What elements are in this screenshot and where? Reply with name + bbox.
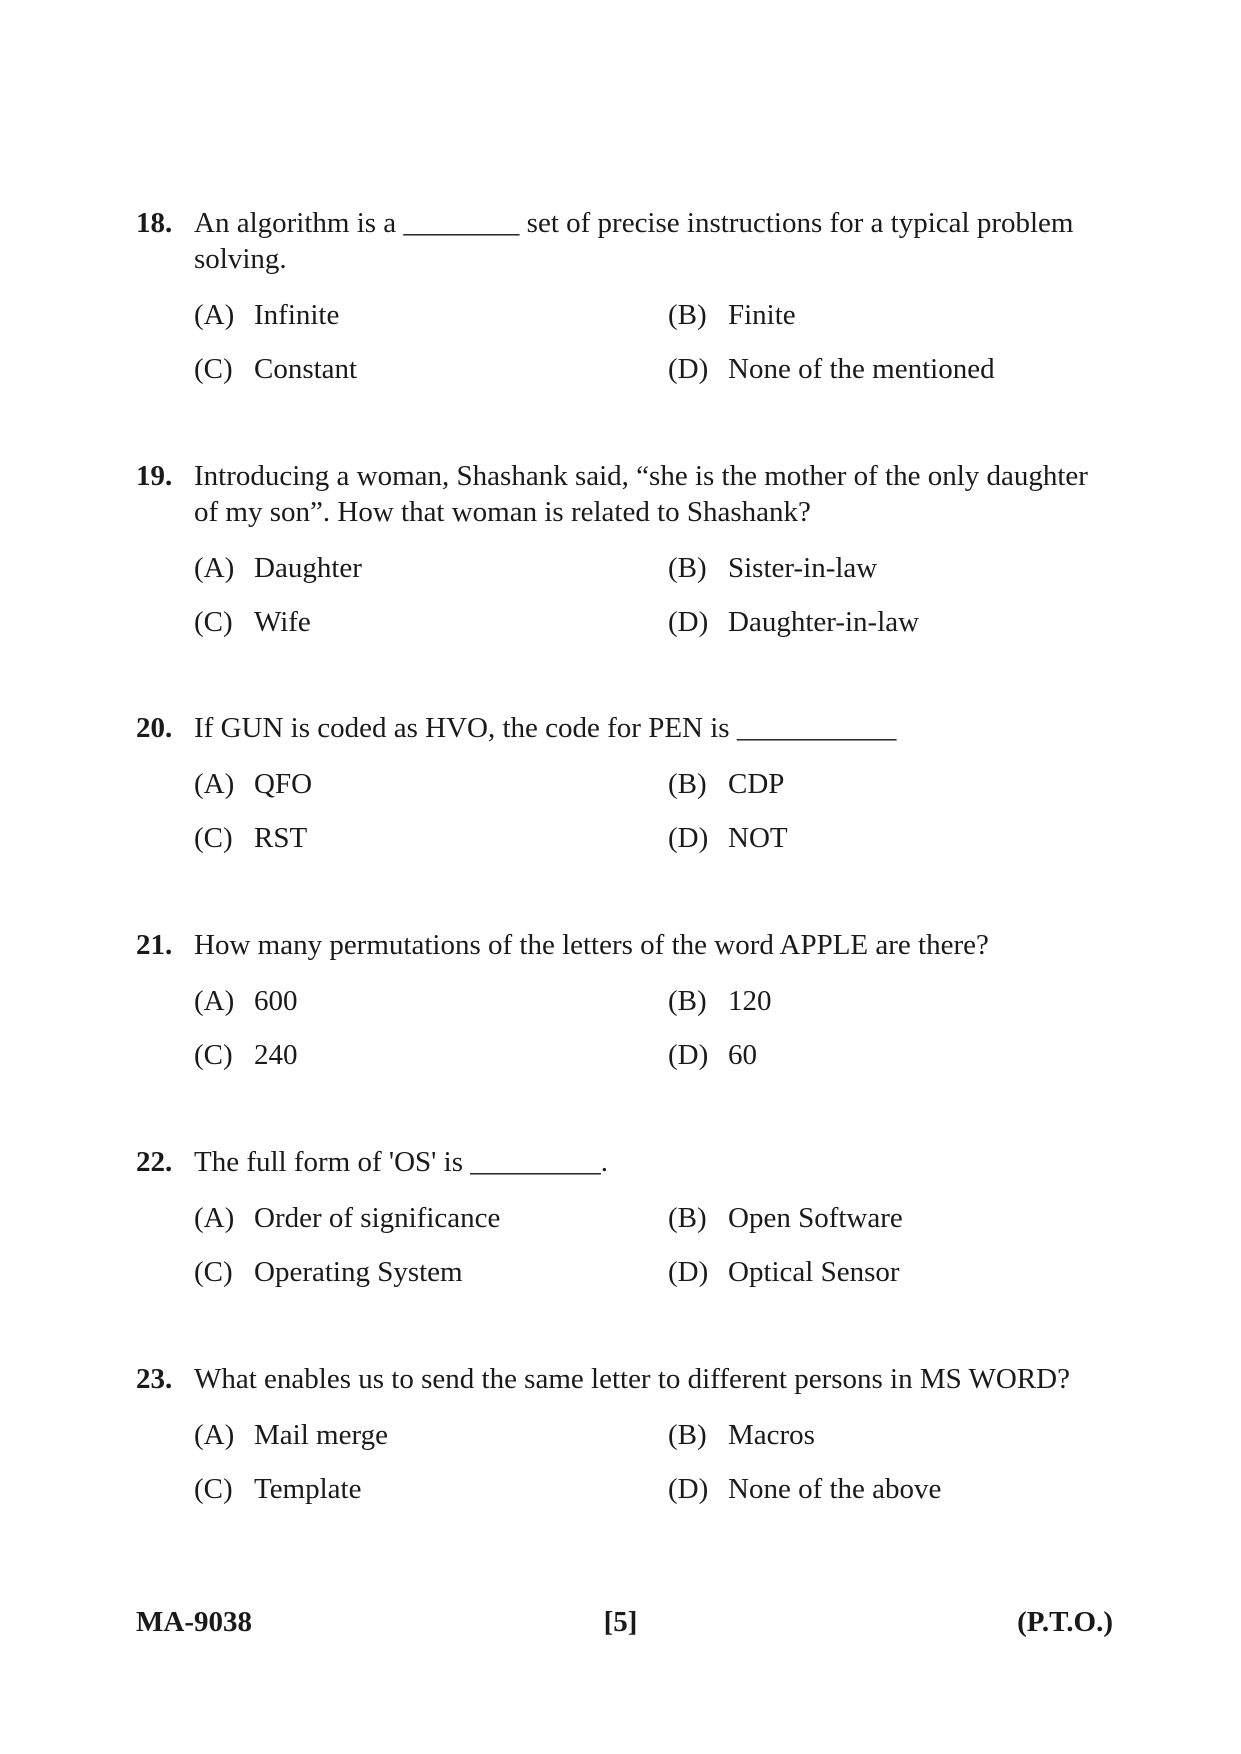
option-text: Optical Sensor [728,1256,900,1288]
options-grid [194,766,1096,856]
option-c [194,604,668,640]
page-number: [5] [603,1606,638,1638]
option-letter: (D) [668,822,709,854]
option-a [194,766,668,802]
option-text: 240 [254,1039,298,1071]
question-21 [136,927,1096,1073]
option-text: Macros [728,1419,815,1451]
question-19 [136,458,1096,640]
option-b [668,297,1088,333]
option-letter: (D) [668,606,709,638]
option-letter: (D) [668,1256,709,1288]
option-letter: (B) [668,552,707,584]
question-number: 19. [136,460,173,492]
question-stem [136,710,1096,746]
option-letter: (D) [668,353,709,385]
option-b [668,1417,1088,1453]
option-b [668,550,1088,586]
option-text: Infinite [254,299,340,331]
option-a [194,297,668,333]
option-text: QFO [254,768,313,800]
option-letter: (A) [194,552,235,584]
option-d [668,820,1088,856]
option-letter: (C) [194,606,233,638]
option-text: Template [254,1473,362,1505]
option-d [668,1254,1088,1290]
option-text: NOT [728,822,788,854]
option-text: 60 [728,1039,757,1071]
option-letter: (D) [668,1473,709,1505]
question-text: The full form of 'OS' is _________. [194,1146,609,1178]
question-stem [136,205,1096,277]
question-number: 23. [136,1363,173,1395]
option-text: Order of significance [254,1202,501,1234]
option-text: Mail merge [254,1419,388,1451]
question-number: 22. [136,1146,173,1178]
question-text: How many permutations of the letters of the word APPLE are there? [194,929,989,961]
option-letter: (B) [668,299,707,331]
option-d [668,604,1088,640]
option-text: 600 [254,985,298,1017]
option-a [194,1200,668,1236]
option-text: Operating System [254,1256,463,1288]
options-grid [194,983,1096,1073]
option-text: Wife [254,606,311,638]
option-letter: (C) [194,1039,233,1071]
option-d [668,1471,1088,1507]
paper-code: MA-9038 [136,1606,252,1638]
options-grid [194,1200,1096,1290]
option-text: Open Software [728,1202,903,1234]
option-text: Sister-in-law [728,552,878,584]
question-text: What enables us to send the same letter to different persons in MS WORD? [194,1363,1070,1395]
option-letter: (A) [194,1202,235,1234]
option-letter: (B) [668,1202,707,1234]
question-text: Introducing a woman, Shashank said, “she is the mother of the only daughter of my son”. How that woman is related to Shashank? [194,460,1088,528]
option-b [668,983,1088,1019]
question-22 [136,1144,1096,1290]
option-letter: (C) [194,1256,233,1288]
option-d [668,1037,1088,1073]
options-grid [194,1417,1096,1507]
option-c [194,1254,668,1290]
option-letter: (B) [668,1419,707,1451]
option-c [194,351,668,387]
option-text: Daughter-in-law [728,606,920,638]
option-text: None of the mentioned [728,353,995,385]
option-text: None of the above [728,1473,942,1505]
question-number: 20. [136,712,173,744]
question-20 [136,710,1096,856]
question-stem [136,458,1096,530]
question-number: 21. [136,929,173,961]
options-grid [194,297,1096,387]
option-letter: (B) [668,768,707,800]
option-a [194,550,668,586]
option-b [668,766,1088,802]
option-a [194,983,668,1019]
question-23 [136,1361,1096,1507]
option-letter: (C) [194,1473,233,1505]
option-letter: (B) [668,985,707,1017]
option-text: RST [254,822,308,854]
option-c [194,1471,668,1507]
question-text: An algorithm is a ________ set of precise instructions for a typical problem solving. [194,207,1074,275]
options-grid [194,550,1096,640]
question-text: If GUN is coded as HVO, the code for PEN is ___________ [194,712,897,744]
option-d [668,351,1088,387]
question-number: 18. [136,207,173,239]
question-stem [136,1144,1096,1180]
question-stem [136,1361,1096,1397]
option-letter: (D) [668,1039,709,1071]
option-c [194,820,668,856]
option-text: Finite [728,299,796,331]
option-text: 120 [728,985,772,1017]
option-letter: (A) [194,768,235,800]
option-c [194,1037,668,1073]
option-letter: (A) [194,985,235,1017]
option-letter: (A) [194,1419,235,1451]
question-stem [136,927,1096,963]
please-turn-over: (P.T.O.) [1017,1606,1113,1638]
option-text: Constant [254,353,358,385]
option-letter: (C) [194,822,233,854]
option-text: Daughter [254,552,362,584]
question-18 [136,205,1096,387]
option-b [668,1200,1088,1236]
option-a [194,1417,668,1453]
option-letter: (C) [194,353,233,385]
option-text: CDP [728,768,785,800]
option-letter: (A) [194,299,235,331]
